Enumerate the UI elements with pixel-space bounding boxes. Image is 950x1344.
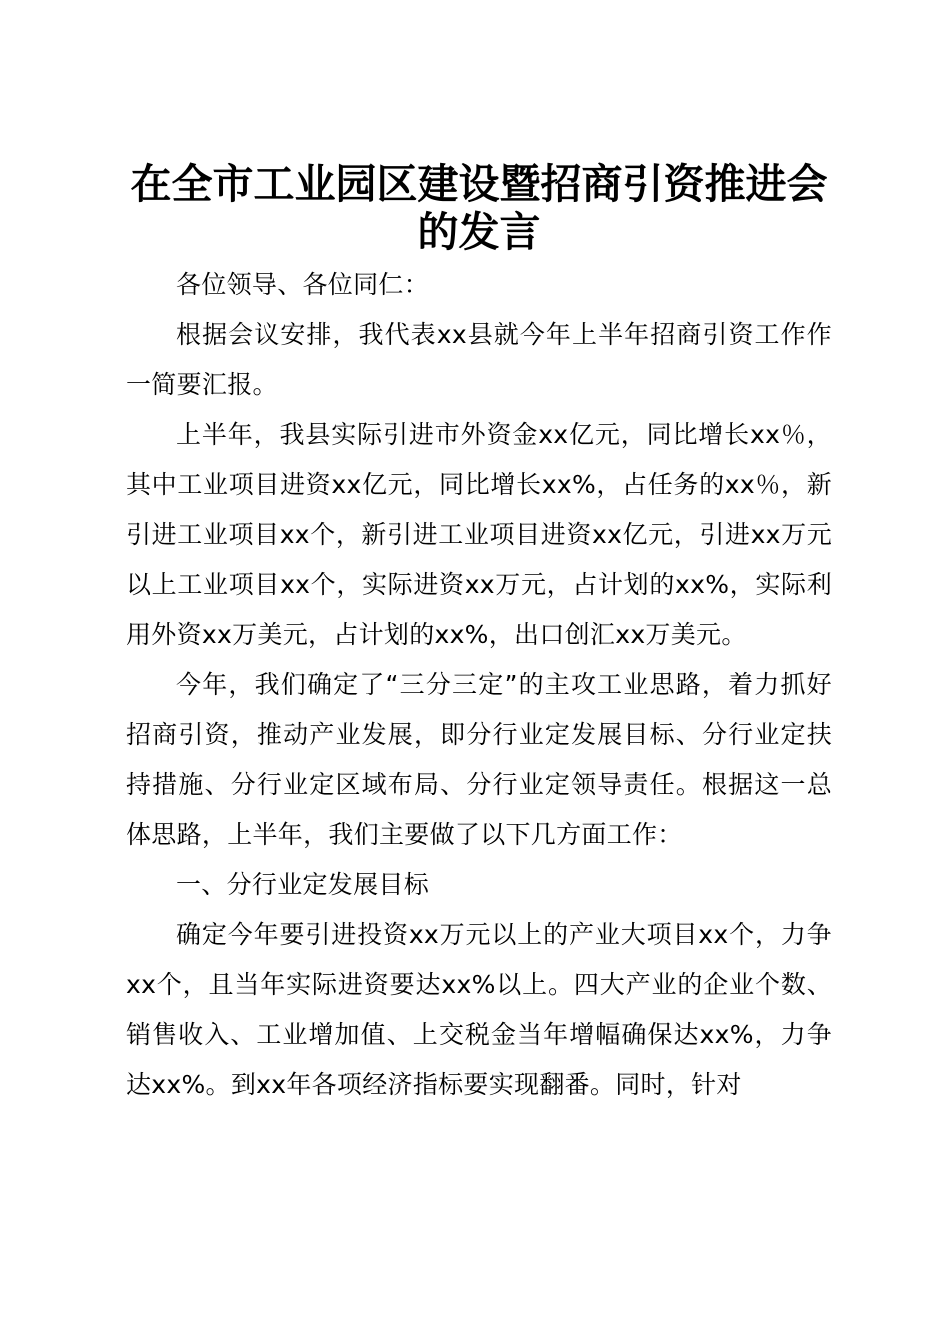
document-title: 在全市工业园区建设暨招商引资推进会的发言 xyxy=(130,160,828,256)
approach-paragraph: 今年，我们确定了“三分三定”的主攻工业思路，着力抓好招商引资，推动产业发展，即分行业定发展目标、分行业定扶持措施、分行业定区域布局、分行业定领导责任。根据这一总体思路，上半年，我们主要做了以下几方面工作： xyxy=(126,670,832,849)
intro-paragraph: 根据会议安排，我代表xx县就今年上半年招商引资工作作一简要汇报。 xyxy=(126,320,832,399)
section-heading-1: 一、分行业定发展目标 xyxy=(176,870,430,899)
salutation-paragraph: 各位领导、各位同仁： xyxy=(176,270,430,299)
document-body xyxy=(126,160,832,1110)
targets-paragraph: 确定今年要引进投资xx万元以上的产业大项目xx个，力争xx个，且当年实际进资要达xx%以上。四大产业的企业个数、销售收入、工业增加值、上交税金当年增幅确保达xx%，力争达xx%。到xx年各项经济指标要实现翻番。同时，针对 xyxy=(126,920,832,1099)
results-paragraph: 上半年，我县实际引进市外资金xx亿元，同比增长xx％，其中工业项目进资xx亿元，同比增长xx%，占任务的xx％，新引进工业项目xx个，新引进工业项目进资xx亿元，引进xx万元以上工业项目xx个，实际进资xx万元，占计划的xx%，实际利用外资xx万美元，占计划的xx%，出口创汇xx万美元。 xyxy=(126,420,832,649)
